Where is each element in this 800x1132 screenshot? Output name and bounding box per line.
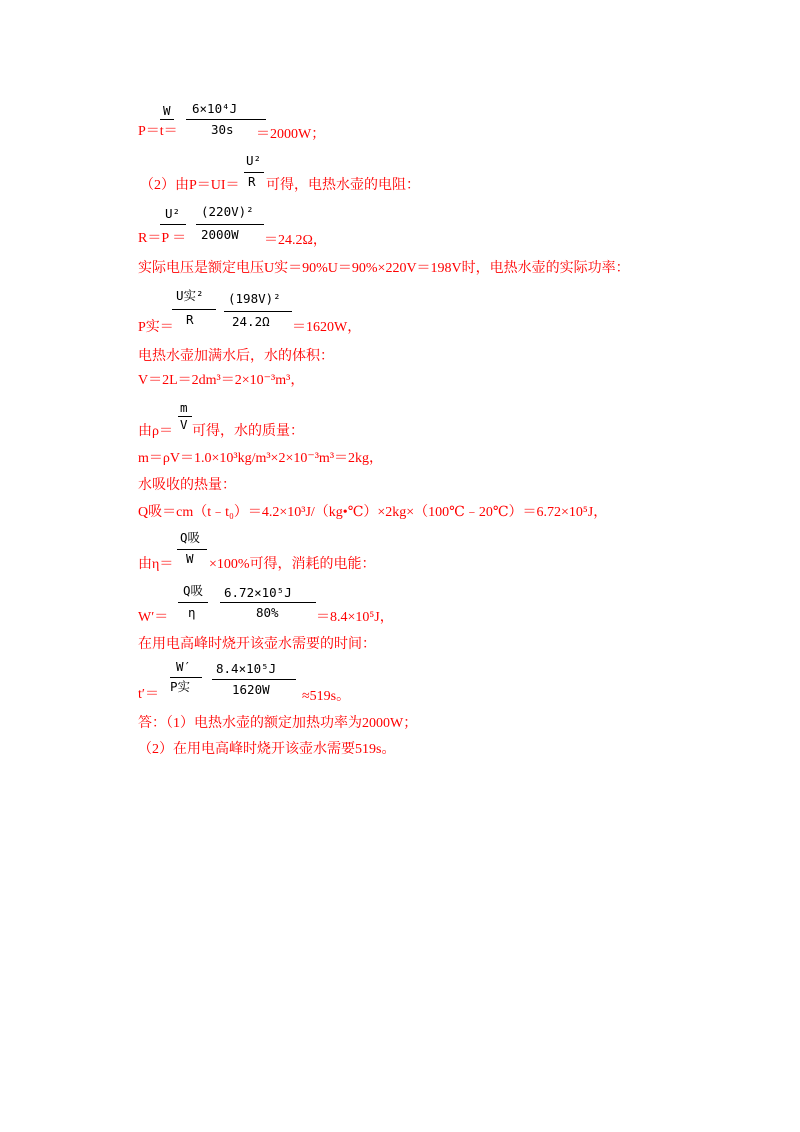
equation-line: P＝t＝: [138, 124, 178, 139]
fraction-bar: [244, 172, 264, 173]
fraction-denominator: 1620W: [232, 682, 270, 697]
fraction-numerator: Q吸: [180, 530, 201, 545]
equation-line: 可得，水的质量：: [192, 424, 304, 439]
equation-line: ≈519s。: [302, 689, 351, 704]
fraction-bar: [170, 677, 202, 678]
fraction-denominator: 24.2Ω: [232, 314, 270, 329]
equation-line: 由η＝: [138, 557, 174, 572]
fraction-bar: [186, 119, 266, 120]
equation-line: ＝8.4×10⁵J，: [316, 610, 394, 625]
fraction-denominator: 2000W: [201, 227, 239, 242]
fraction-numerator: W: [163, 103, 171, 118]
fraction-bar: [160, 119, 174, 120]
answer-line: 答：（1）电热水壶的额定加热功率为2000W；: [138, 716, 418, 731]
fraction-bar: [177, 549, 207, 550]
equation-line: Q吸＝cm（t﹣t₀）＝4.2×10³J/（kg•℃）×2kg×（100℃﹣20℃）＝6.72×10⁵J，: [138, 505, 608, 520]
fraction-numerator: U²: [246, 153, 262, 168]
fraction-numerator: U²: [165, 206, 181, 221]
text-line: 电热水壶加满水后，水的体积：: [138, 349, 334, 364]
fraction-numerator: 8.4×10⁵J: [216, 661, 277, 676]
text-line: 在用电高峰时烧开该壶水需要的时间：: [138, 637, 376, 652]
equation-line: R＝P ＝: [138, 231, 187, 246]
equation-line: ＝2000W；: [256, 127, 326, 142]
fraction-numerator: Q吸: [183, 583, 204, 598]
fraction-numerator: (220V)²: [201, 204, 254, 219]
fraction-numerator: m: [180, 400, 188, 415]
equation-line: 可得，电热水壶的电阻：: [266, 178, 420, 193]
fraction-denominator: R: [248, 174, 256, 189]
fraction-bar: [212, 679, 296, 680]
fraction-denominator: V: [180, 417, 188, 432]
equation-line: P实＝: [138, 320, 174, 335]
fraction-numerator: 6.72×10⁵J: [224, 585, 292, 600]
text-line: 实际电压是额定电压U实＝90%U＝90%×220V＝198V时，电热水壶的实际功率：: [138, 261, 630, 276]
fraction-bar: [172, 309, 216, 310]
fraction-denominator: 80%: [256, 605, 279, 620]
fraction-denominator: η: [188, 605, 196, 620]
fraction-numerator: W′: [176, 659, 192, 674]
equation-line: ＝24.2Ω，: [264, 233, 327, 248]
fraction-numerator: 6×10⁴J: [192, 101, 238, 116]
equation-line: 由ρ＝: [138, 424, 173, 439]
fraction-denominator: 30s: [211, 122, 234, 137]
fraction-bar: [196, 224, 264, 225]
fraction-numerator: U实²: [176, 288, 204, 303]
fraction-denominator: P实: [170, 679, 191, 694]
equation-line: ×100%可得，消耗的电能：: [209, 557, 376, 572]
equation-line: W′＝: [138, 610, 169, 625]
fraction-denominator: R: [186, 312, 194, 327]
equation-line: t′＝: [138, 687, 159, 702]
fraction-numerator: (198V)²: [228, 291, 281, 306]
equation-line: m＝ρV＝1.0×10³kg/m³×2×10⁻³m³＝2kg，: [138, 451, 384, 466]
fraction-bar: [160, 224, 186, 225]
text-line: 水吸收的热量：: [138, 478, 236, 493]
equation-line: V＝2L＝2dm³＝2×10⁻³m³，: [138, 373, 305, 388]
fraction-bar: [220, 602, 316, 603]
fraction-denominator: W: [186, 551, 194, 566]
fraction-bar: [224, 311, 292, 312]
equation-line: （2）由P＝UI＝: [140, 178, 240, 193]
equation-line: ＝1620W，: [292, 320, 362, 335]
answer-line: （2）在用电高峰时烧开该壶水需要519s。: [138, 742, 396, 757]
fraction-bar: [178, 602, 208, 603]
